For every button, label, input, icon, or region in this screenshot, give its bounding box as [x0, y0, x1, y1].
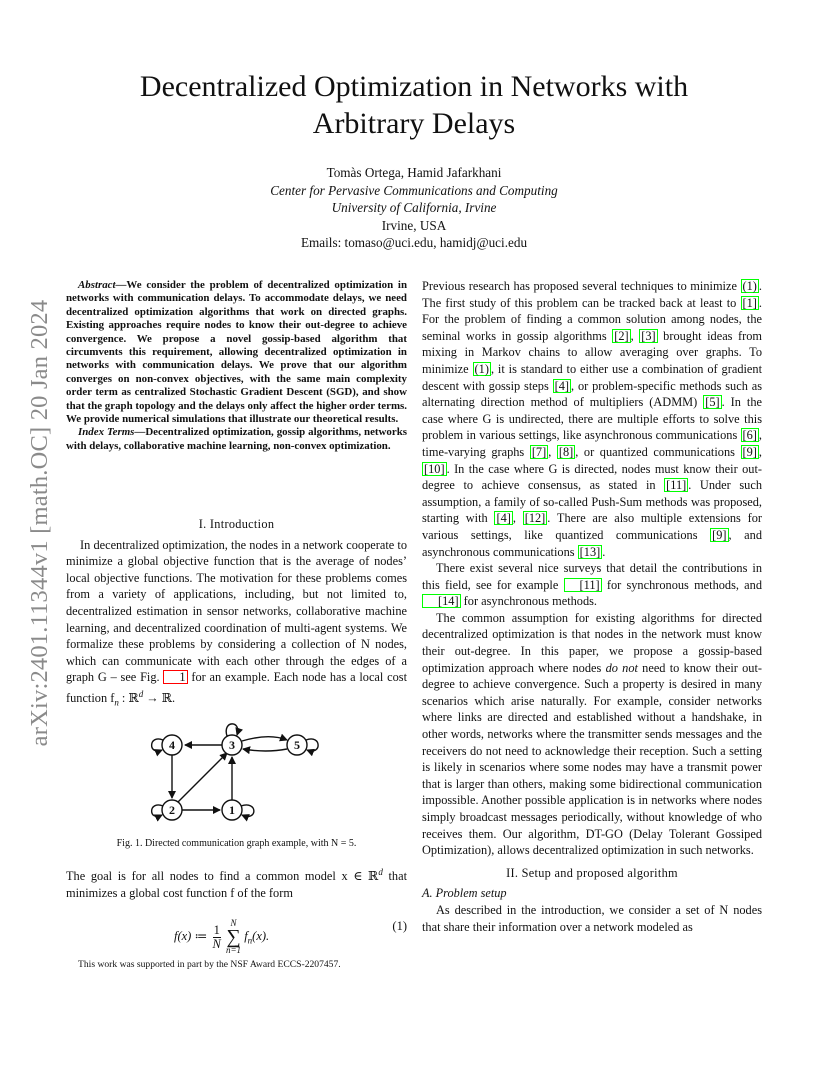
fraction-denominator: N: [212, 936, 221, 951]
title-line-1: Decentralized Optimization in Networks with: [139, 70, 689, 103]
paragraph-text: ,: [512, 511, 523, 526]
footnote: This work was supported in part by the NSF Award ECCS-2207457.: [78, 959, 341, 970]
summation: N ∑ n=1: [225, 918, 242, 955]
intro-text-a: In decentralized optimization, the nodes in a network cooperate to minimize a global objective function that is the average of nodes’ local objective functions. The motivation for these problems comes from a variety of applications, including, but not limited to, decentralized estimation in sensor networks, collaborative machine learning, and decentralized coordination of multi-agent systems. We formalize these problems by considering a collection of N nodes, which can communicate with each other through the edges of a graph G – see Fig.: [66, 537, 407, 685]
intro-text-c: : ℝ: [118, 691, 139, 706]
paragraph-text: for asynchronous methods.: [460, 594, 598, 609]
sum-upper: N: [230, 918, 237, 928]
self-loop-2: [152, 805, 163, 816]
goal-paragraph: The goal is for all nodes to find a common model x ∈ ℝ$^d$ that minimizes a global cost function f of the form: [66, 867, 407, 900]
citation-link[interactable]: [14]: [422, 594, 461, 608]
paragraph-text: . There are also multiple extensions for various settings, like quantized communications: [422, 511, 763, 542]
author-emails: Emails: tomaso@uci.edu, hamidj@uci.edu: [300, 235, 528, 250]
contribution-paragraph: [422, 610, 762, 859]
paragraph-text: for synchronous methods, and: [601, 577, 763, 592]
citation-link[interactable]: [9]: [712, 527, 727, 542]
surveys-paragraph: [422, 560, 762, 610]
contribution-emphasis: do not: [605, 660, 638, 675]
sum-lower: n=1: [225, 945, 242, 955]
author-block: [80, 164, 748, 252]
paragraph-text: ,: [758, 444, 762, 459]
equation-lhs: [174, 919, 269, 955]
citation-link[interactable]: [4]: [496, 511, 511, 526]
affiliation-line-1: Center for Pervasive Communications and Computing: [270, 182, 558, 198]
abstract-paragraph: [66, 279, 407, 426]
subsection-heading-problem-setup: A. Problem setup: [422, 886, 507, 901]
citation-link[interactable]: (1): [742, 279, 757, 293]
paragraph-text: Previous research has proposed several techniques to minimize: [422, 279, 741, 293]
figure-caption: Fig. 1. Directed communication graph example, with N = 5.: [116, 838, 357, 849]
paragraph-text: . Under such assumption, a family of so-called Push-Sum methods was proposed, starting with: [422, 478, 762, 526]
paragraph-text: , it is standard to either use a combination of gradient descent with gossip steps: [422, 361, 762, 393]
goal-text-b: that minimizes a global cost function f of the form: [66, 869, 407, 900]
citation-link[interactable]: [3]: [641, 328, 656, 343]
author-location: Irvine, USA: [381, 217, 447, 233]
section-heading-introduction: I. Introduction: [198, 517, 275, 531]
citation-link[interactable]: [12]: [524, 511, 546, 526]
left-column-intro: [66, 508, 407, 711]
edge-2-3: [178, 753, 227, 802]
paragraph-text: , or problem-specific methods such as alternating direction method of multipliers (ADMM): [422, 378, 762, 410]
affiliation-line-2: University of California, Irvine: [331, 200, 497, 215]
figure-graph: [66, 700, 407, 830]
citation-link[interactable]: [9]: [742, 444, 757, 459]
citation-link[interactable]: [1]: [742, 295, 757, 310]
citation-link[interactable]: (1): [474, 361, 489, 376]
index-terms-text: —Decentralized optimization, gossip algorithms, networks with delays, collaborative machine learning, non-convex optimization.: [66, 426, 407, 452]
equation-1: [66, 905, 407, 955]
citation-link[interactable]: [2]: [614, 328, 629, 343]
figure-link[interactable]: 1: [163, 670, 187, 684]
paragraph-text: There exist several nice surveys that detail the contributions in this field, see for example: [422, 561, 762, 592]
contribution-text-b: need to know their out-degree to achieve convergence. Such a property is desired in many scenarios which arise naturally. For example, consider networks where links are directed and established without a handshake, in other words, networks where the transmitter sends messages and the receivers do not need to acknowledge their reception. Such a setting is likely in scenarios where some nodes may have a transmit power that is larger than others, making some bidirectional communication impossible. Another possible application is in networks where nodes simply broadcast messages periodically, without knowledge of who receives them. Our algorithm, DT-GO (Delay Tolerant Gossiped Optimization), allows decentralized optimization in such networks.: [422, 660, 762, 858]
citation-link[interactable]: [5]: [705, 395, 720, 410]
abstract-text: —We consider the problem of decentralized optimization in networks with communication delays. To accommodate delays, we need decentralized optimization algorithms that work on directed graphs. Existing approaches require nodes to know their out-degree to achieve convergence. We propose a novel gossip-based algorithm that circumvents this requirement, allowing decentralized optimization in networks with communication delays. We prove that our algorithm converges on non-convex objectives, with the same main complexity order term as centralized Stochastic Gradient Descent (SGD), and show that the graph topology and the delays only affect the higher order terms. We provide numerical simulations that illustrate our theoretical results.: [66, 279, 407, 426]
related-work-paragraph: [422, 278, 762, 560]
edge-3-5: [242, 737, 287, 741]
equation-rhs-tail: (x).: [252, 928, 270, 943]
goal-text-a: The goal is for all nodes to find a common model x ∈ ℝ: [66, 869, 379, 884]
paragraph-text: ,: [548, 444, 557, 459]
paragraph-text: , or quantized communications: [575, 444, 741, 459]
paragraph-text: , and asynchronous communications: [422, 527, 762, 559]
citation-link[interactable]: [7]: [531, 444, 547, 459]
paragraph-text: . The first study of this problem can be tracked back at least to: [422, 279, 762, 310]
citation-link[interactable]: [11]: [666, 478, 687, 493]
fraction-numerator: 1: [213, 922, 220, 937]
paragraph-text: .: [602, 544, 606, 559]
arxiv-identifier: arXiv:2401.11344v1 [math.OC] 20 Jan 2024: [26, 299, 53, 747]
self-loop-1: [241, 805, 254, 816]
citation-link[interactable]: [4]: [554, 378, 570, 393]
node-3-label: 3: [229, 738, 235, 752]
paragraph-text: brought ideas from mixing in Markov chains to allow averaging over graphs. To minimize: [422, 328, 763, 376]
paper-title: [80, 68, 748, 142]
self-loop-3: [226, 724, 238, 736]
citation-link[interactable]: [10]: [424, 461, 445, 476]
self-loop-4: [152, 739, 163, 751]
contribution-text-a: The common assumption for existing algorithms for directed decentralized optimization is that nodes in the network must know their out-degree. In this paper, we propose a gossip-based optimization approach where nodes: [422, 610, 762, 675]
node-5-label: 5: [294, 738, 300, 752]
paragraph-text: . In the case where G is directed, nodes must know their out-degree to achieve consensus, as stated in: [422, 461, 762, 493]
paragraph-text: ,: [630, 328, 640, 343]
intro-text-d: → ℝ.: [143, 691, 176, 706]
author-names: Tomàs Ortega, Hamid Jafarkhani: [326, 165, 502, 180]
intro-paragraph: In decentralized optimization, the nodes in a network cooperate to minimize a global objective function that is the average of nodes’ local objective functions. The motivation for these problems comes from a variety of applications, including, but not limited to, decentralized estimation in sensor networks, collaborative machine learning, and decentralized coordination of multi-agent systems. We formalize these problems by considering a collection of N nodes, which can communicate with each other through the edges of a graph G – see Fig. 1 for an example. Each node has a local cost function $f_n$ : ℝ$^d$ → ℝ.: [66, 537, 407, 708]
node-1-label: 1: [229, 803, 235, 817]
index-terms-label: Index Terms: [78, 426, 135, 439]
citation-link[interactable]: [11]: [564, 578, 602, 592]
index-terms: [66, 426, 407, 453]
paragraph-text: , time-varying graphs: [422, 428, 762, 459]
equation-lhs-text: f(x) ≔: [174, 928, 211, 943]
directed-graph-diagram: [66, 700, 407, 830]
citation-link[interactable]: [8]: [558, 444, 574, 459]
citation-link[interactable]: [13]: [579, 544, 601, 559]
equation-fraction: [213, 924, 221, 951]
abstract-label: Abstract: [78, 279, 116, 291]
setup-paragraph: As described in the introduction, we consider a set of N nodes that share their information over a network modeled as: [422, 902, 762, 934]
citation-link[interactable]: [6]: [742, 428, 757, 443]
arxiv-sidebar: [20, 268, 60, 778]
node-2-label: 2: [169, 803, 175, 817]
node-4-label: 4: [169, 738, 175, 752]
equation-number: (1): [392, 919, 407, 933]
equation-rhs: f: [244, 928, 248, 943]
equation-rhs-sub: n: [247, 935, 253, 946]
title-line-2: Arbitrary Delays: [312, 107, 516, 140]
paragraph-text: . In the case where G is undirected, there are multiple efforts to solve this problem in various settings, like asynchronous communications: [422, 395, 762, 443]
section-heading-setup: II. Setup and proposed algorithm: [506, 865, 678, 880]
paragraph-text: . For the problem of finding a common solution among nodes, the seminal works in gossip algorithms: [422, 295, 762, 343]
self-loop-5: [306, 739, 318, 751]
right-column: [422, 278, 762, 935]
edge-5-3: [243, 749, 287, 751]
intro-text-b: for an example. Each node has a local cost function f: [66, 670, 407, 706]
abstract: [66, 279, 407, 453]
